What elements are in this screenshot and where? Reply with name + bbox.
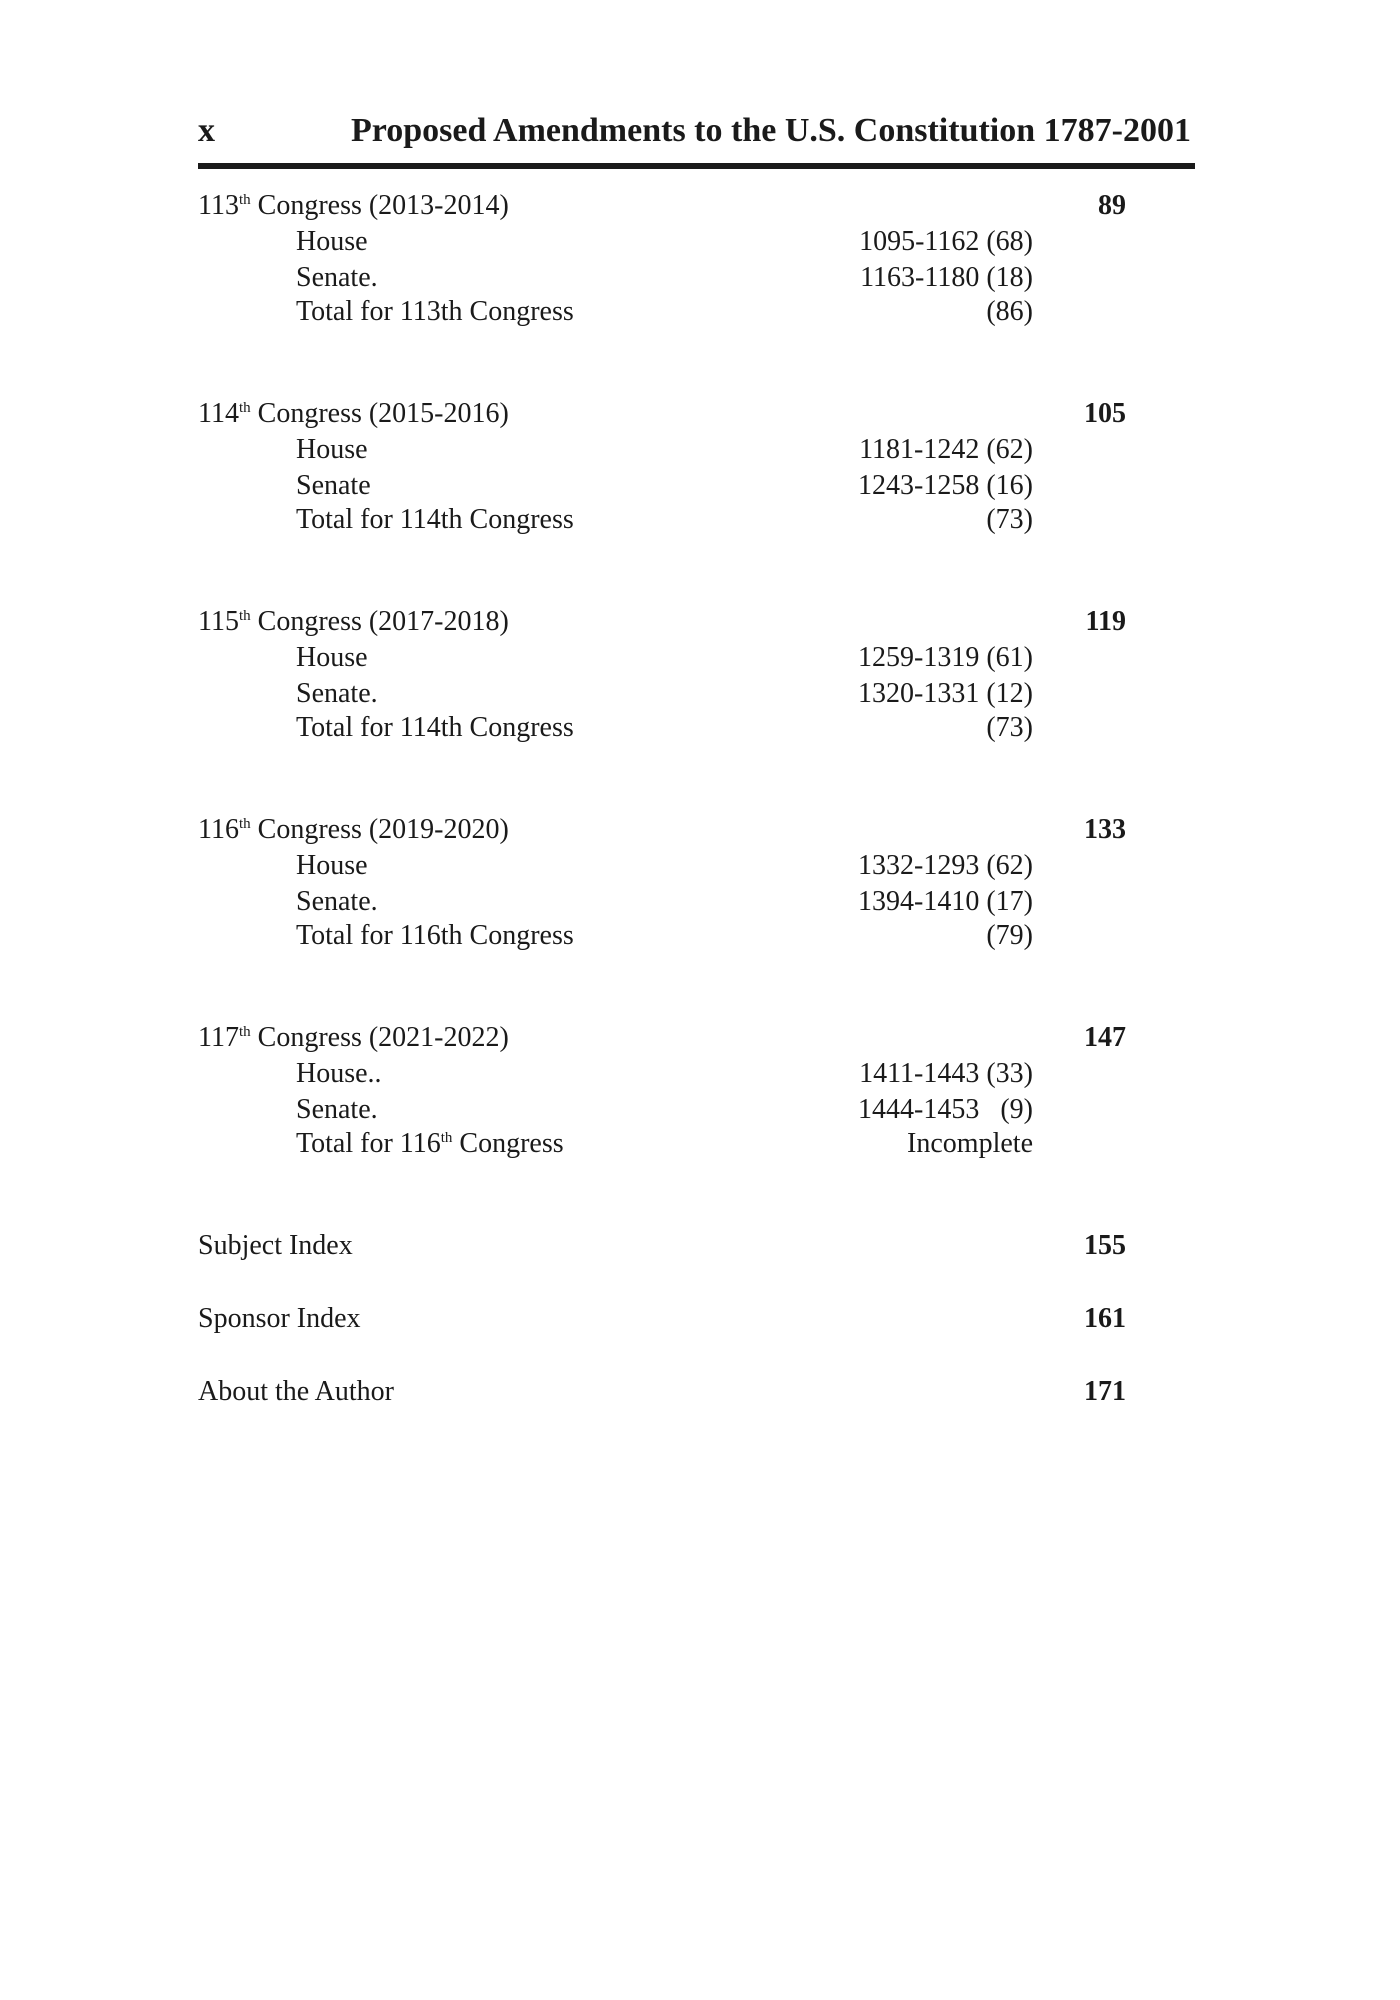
- senate-range: 1444-1453 (9): [858, 1094, 1033, 1125]
- entry-page-number: 161: [1084, 1303, 1126, 1334]
- entry-label: Sponsor Index: [198, 1303, 361, 1334]
- senate-label: Senate.: [296, 262, 378, 293]
- congress-ordinal: 115: [198, 606, 239, 637]
- house-label: House: [296, 434, 368, 465]
- senate-label: Senate.: [296, 678, 378, 709]
- congress-page-number: 105: [1084, 398, 1126, 429]
- total-value: (79): [986, 920, 1033, 951]
- senate-range: 1163-1180 (18): [860, 262, 1033, 293]
- house-range: 1411-1443 (33): [859, 1058, 1033, 1089]
- congress-label: Congress (2017-2018): [257, 606, 509, 637]
- congress-entry-117: [198, 1022, 1158, 1230]
- page-folio: x: [198, 112, 215, 149]
- congress-label: Congress (2013-2014): [257, 190, 509, 221]
- house-label: House..: [296, 1058, 382, 1089]
- total-value: (86): [986, 296, 1033, 327]
- senate-label: Senate: [296, 470, 371, 501]
- total-label: [296, 1128, 564, 1160]
- congress-entry-116: [198, 814, 1158, 1022]
- senate-range: 1320-1331 (12): [858, 678, 1033, 709]
- house-range: 1332-1293 (62): [858, 850, 1033, 881]
- total-value: Incomplete: [907, 1128, 1033, 1159]
- congress-page-number: 147: [1084, 1022, 1126, 1053]
- congress-ordinal: 116: [198, 814, 239, 845]
- total-value: (73): [986, 504, 1033, 535]
- entry-page-number: 155: [1084, 1230, 1126, 1261]
- congress-label: Congress (2019-2020): [257, 814, 509, 845]
- congress-entry-115: [198, 606, 1158, 814]
- entry-label: About the Author: [198, 1376, 394, 1407]
- table-of-contents: [198, 190, 1158, 1230]
- ordinal-suffix: th: [238, 816, 251, 832]
- house-label: House: [296, 642, 368, 673]
- congress-page-number: 89: [1098, 190, 1126, 221]
- congress-heading: [198, 1022, 509, 1058]
- toc-entry-sponsor-index: [198, 1303, 1158, 1343]
- congress-heading: [198, 606, 509, 642]
- ordinal-suffix: th: [440, 1130, 453, 1146]
- total-label: Total for 116th Congress: [296, 920, 574, 951]
- ordinal-suffix: th: [238, 1024, 251, 1040]
- congress-heading: [198, 814, 509, 850]
- house-range: 1095-1162 (68): [859, 226, 1033, 257]
- house-label: House: [296, 850, 368, 881]
- congress-ordinal: 113: [198, 190, 239, 221]
- total-label: Total for 113th Congress: [296, 296, 574, 327]
- senate-label: Senate.: [296, 886, 378, 917]
- total-label: Total for 114th Congress: [296, 504, 574, 535]
- ordinal-suffix: th: [238, 400, 251, 416]
- senate-range: 1394-1410 (17): [858, 886, 1033, 917]
- running-head: [198, 104, 1195, 164]
- ordinal-suffix: th: [238, 192, 251, 208]
- entry-label: Subject Index: [198, 1230, 353, 1261]
- senate-range: 1243-1258 (16): [858, 470, 1033, 501]
- toc-entry-about-the-author: [198, 1376, 1158, 1416]
- congress-heading: [198, 398, 509, 434]
- congress-ordinal: 114: [198, 398, 239, 429]
- entry-page-number: 171: [1084, 1376, 1126, 1407]
- congress-ordinal: 117: [198, 1022, 239, 1053]
- congress-label: Congress (2021-2022): [257, 1022, 509, 1053]
- toc-entry-subject-index: [198, 1230, 1158, 1270]
- senate-label: Senate.: [296, 1094, 378, 1125]
- house-range: 1181-1242 (62): [859, 434, 1033, 465]
- ordinal-suffix: th: [238, 608, 251, 624]
- congress-label: Congress (2015-2016): [257, 398, 509, 429]
- congress-page-number: 133: [1084, 814, 1126, 845]
- total-label-text: Congress: [452, 1128, 564, 1159]
- congress-entry-113: [198, 190, 1158, 398]
- congress-entry-114: [198, 398, 1158, 606]
- house-range: 1259-1319 (61): [858, 642, 1033, 673]
- running-title: Proposed Amendments to the U.S. Constitution 1787-2001: [351, 112, 1191, 149]
- header-rule: [198, 163, 1195, 169]
- congress-heading: [198, 190, 509, 226]
- total-value: (73): [986, 712, 1033, 743]
- total-label: Total for 114th Congress: [296, 712, 574, 743]
- total-label-text: Total for 116: [296, 1128, 441, 1159]
- house-label: House: [296, 226, 368, 257]
- congress-page-number: 119: [1085, 606, 1126, 637]
